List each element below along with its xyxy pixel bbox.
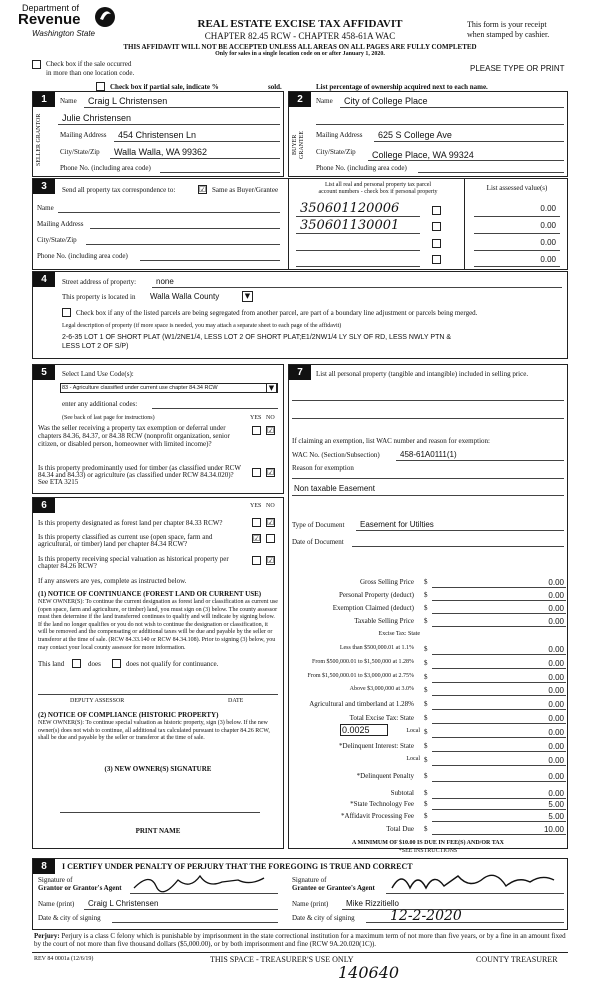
- seller-name-1[interactable]: Craig L Christensen: [88, 96, 168, 106]
- section-5-number: 5: [33, 365, 55, 380]
- seller-grantor-label: SELLER GRANTOR: [36, 113, 42, 166]
- section-8-number: 8: [33, 859, 55, 874]
- buyer-name-label: Name: [316, 97, 333, 105]
- dollar-sign: $: [424, 812, 428, 820]
- tax-row-label: Less than $500,000.01 at 1.1%: [339, 645, 414, 651]
- partial-sale-sold: sold.: [268, 83, 282, 91]
- assessed-value[interactable]: 0.00: [540, 221, 556, 230]
- dollar-sign: $: [424, 578, 428, 586]
- section-6: [32, 497, 284, 849]
- deputy-assessor-label: DEPUTY ASSESSOR: [70, 698, 125, 704]
- reason-label: Reason for exemption: [292, 464, 354, 472]
- certify-statement: I CERTIFY UNDER PENALTY OF PERJURY THAT THE FOREGOING IS TRUE AND CORRECT: [62, 862, 413, 871]
- grantor-name-label: Name (print): [38, 900, 75, 908]
- grantee-name-label: Name (print): [292, 900, 329, 908]
- dollar-sign: $: [424, 617, 428, 625]
- dollar-sign: $: [424, 742, 428, 750]
- see-instructions-note: *SEE INSTRUCTIONS: [398, 848, 458, 854]
- does-not-checkbox[interactable]: [112, 659, 121, 668]
- tax-row-label: *Delinquent Interest: State: [338, 742, 414, 750]
- buyer-city-label: City/State/Zip: [316, 148, 356, 156]
- notice-compliance-title: (2) NOTICE OF COMPLIANCE (HISTORIC PROPERTY): [38, 711, 219, 719]
- logo-dept: Department of: [22, 3, 80, 13]
- does-checkbox[interactable]: [72, 659, 81, 668]
- seller-mailing-label: Mailing Address: [60, 131, 107, 139]
- dollar-sign: $: [424, 800, 428, 808]
- new-owner-signature-label: (3) NEW OWNER(S) SIGNATURE: [104, 765, 212, 773]
- dollar-sign: $: [424, 789, 428, 797]
- historic-no-checkbox[interactable]: ☑: [267, 556, 275, 565]
- county-treasurer-label: COUNTY TREASURER: [476, 955, 558, 964]
- form-warning: THIS AFFIDAVIT WILL NOT BE ACCEPTED UNLESS ALL AREAS ON ALL PAGES ARE FULLY COMPLETED: [123, 43, 477, 51]
- tax-row-label: From $1,500,000.01 to $3,000,000 at 2.75%: [307, 673, 414, 679]
- dollar-sign: $: [424, 659, 428, 667]
- tax-phone-label: Phone No. (including area code): [37, 252, 128, 260]
- type-or-print: PLEASE TYPE OR PRINT: [470, 64, 565, 73]
- tax-row-label: *Affidavit Processing Fee: [341, 812, 414, 820]
- tax-row-value[interactable]: 0.00: [548, 756, 564, 765]
- located-label: This property is located in: [62, 293, 136, 301]
- grantee-sig-label: Signature of: [292, 876, 327, 884]
- no-header: NO: [266, 415, 275, 421]
- multi-location-checkbox[interactable]: [32, 60, 41, 69]
- this-land-label: This land: [38, 660, 65, 668]
- tax-row-label: Excise Tax: State: [378, 631, 420, 637]
- tax-row-label: Gross Selling Price: [359, 578, 414, 586]
- tax-row-value[interactable]: 0.00: [548, 617, 564, 626]
- buyer-grantee-label: BUYER GRANTEE: [292, 131, 305, 159]
- assessor-date-label: DATE: [228, 698, 244, 704]
- tax-row-value[interactable]: 0.00: [548, 742, 564, 751]
- partial-sale-label: Check box if partial sale, indicate %: [110, 83, 219, 91]
- dollar-sign: $: [424, 604, 428, 612]
- logo-state: Washington State: [32, 29, 96, 38]
- dollar-sign: $: [424, 756, 428, 764]
- tax-row-value[interactable]: 0.00: [548, 659, 564, 668]
- street-label: Street address of property:: [62, 278, 137, 286]
- tax-row-value[interactable]: 5.00: [548, 800, 564, 809]
- personal-property-checkbox[interactable]: [432, 206, 441, 215]
- legal-description-2[interactable]: LESS LOT 2 OF S/P): [62, 343, 129, 350]
- form-warning2: Only for sales in a single location code on or after January 1, 2020.: [215, 51, 385, 57]
- tax-row-value[interactable]: 10.00: [543, 825, 564, 834]
- section-3-number: 3: [33, 179, 55, 194]
- tax-mailing-label: Mailing Address: [37, 220, 84, 228]
- land-use-label: Select Land Use Code(s):: [62, 370, 134, 378]
- doc-type-label: Type of Document: [292, 521, 345, 529]
- multi-location-label-2: in more than one location code.: [46, 69, 135, 77]
- county-select[interactable]: Walla Walla County: [150, 292, 220, 301]
- grantor-sig-label-2: Grantor or Grantor's Agent: [38, 884, 122, 892]
- dollar-sign: $: [424, 591, 428, 599]
- tax-row-value[interactable]: 0.00: [548, 686, 564, 695]
- tax-row-value[interactable]: 0.00: [548, 728, 564, 737]
- tax-row-value[interactable]: 0.00: [548, 772, 564, 781]
- grantor-signature[interactable]: [130, 870, 270, 894]
- assessed-value[interactable]: 0.00: [540, 204, 556, 213]
- dollar-sign: $: [424, 686, 428, 694]
- wac-number[interactable]: 458-61A0111(1): [400, 450, 457, 459]
- assessed-header: List assessed value(s): [486, 184, 548, 192]
- tax-row-value[interactable]: 5.00: [548, 812, 564, 821]
- timber-question: Is this property predominantly used for timber (as classified under RCW 84.34 and 84.33) or agriculture (as classified under RCW 84.34.020)? See ETA 3215: [38, 464, 241, 486]
- does-label: does: [88, 660, 101, 668]
- county-dropdown-icon[interactable]: ▼: [242, 291, 253, 302]
- dor-swirl-icon: [94, 5, 116, 29]
- doc-type[interactable]: Easement for Utilties: [360, 520, 434, 529]
- tax-row-label: Taxable Selling Price: [354, 617, 414, 625]
- tax-row-value[interactable]: 0.00: [548, 645, 564, 654]
- grantor-print-name[interactable]: Craig L Christensen: [88, 899, 159, 908]
- buyer-phone-label: Phone No. (including area code): [316, 164, 407, 172]
- exemption-reason[interactable]: Non taxable Easement: [294, 484, 375, 493]
- form-number: REV 84 0001a (12/6/19): [34, 956, 94, 962]
- see-back-note: (See back of last page for instructions): [62, 415, 155, 421]
- tax-row-label: Personal Property (deduct): [338, 591, 414, 599]
- local-rate: 0.0025: [342, 725, 370, 735]
- section-7-number: 7: [289, 365, 311, 380]
- seller-mailing[interactable]: 454 Christensen Ln: [118, 130, 197, 140]
- tax-row-label: Agricultural and timberland at 1.28%: [309, 700, 414, 708]
- q1-no-checkbox[interactable]: ☑: [267, 426, 275, 435]
- perjury-label: Perjury:: [34, 932, 60, 940]
- dollar-sign: $: [424, 714, 428, 722]
- section-4-number: 4: [33, 272, 55, 287]
- tax-row-label: Subtotal: [390, 789, 414, 797]
- tax-row-label: Above $3,000,000 at 3.0%: [349, 686, 414, 692]
- does-not-label: does not qualify for continuance.: [126, 660, 219, 668]
- parcel-header-2: account numbers - check box if personal property: [318, 189, 438, 195]
- legal-label: Legal description of property (if more space is needed, you may attach a separate sheet to each page of the affidavit): [62, 323, 342, 329]
- if-yes-note: If any answers are yes, complete as instructed below.: [38, 577, 187, 585]
- grantee-sig-label-2: Grantee or Grantee's Agent: [292, 884, 375, 892]
- same-as-buyer-label: Same as Buyer/Grantee: [212, 186, 279, 194]
- legal-description[interactable]: 2-6-35 LOT 1 OF SHORT PLAT (W1/2NE1/4, LESS LOT 2 OF SHORT PLAT;E1/2NW1/4 LY SLY OF RD, LESS NWLY PTN &: [62, 334, 452, 341]
- parcel-header: List all real and personal property tax parcel: [324, 182, 432, 188]
- form-subtitle: CHAPTER 82.45 RCW - CHAPTER 458-61A WAC: [204, 31, 396, 41]
- q2-yes-checkbox[interactable]: [252, 468, 261, 477]
- grantee-print-name[interactable]: Mike Rizzitiello: [346, 899, 399, 908]
- notice-continuance-title: (1) NOTICE OF CONTINUANCE (FOREST LAND OR CURRENT USE): [38, 590, 262, 598]
- tax-city-label: City/State/Zip: [37, 236, 77, 244]
- stamp-number: 140640: [338, 963, 400, 982]
- grantee-date[interactable]: 12-2-2020: [390, 908, 462, 924]
- print-name-label: PRINT NAME: [135, 827, 181, 835]
- receipt-note-2: when stamped by cashier.: [467, 30, 550, 39]
- current-use-no-checkbox[interactable]: [266, 534, 275, 543]
- buyer-mailing[interactable]: 625 S College Ave: [378, 130, 452, 140]
- seller-city[interactable]: Walla Walla, WA 99362: [114, 147, 208, 157]
- section-1-number: 1: [33, 92, 55, 107]
- dollar-sign: $: [424, 645, 428, 653]
- percent-ownership-label: List percentage of ownership acquired next to each name.: [316, 83, 488, 91]
- additional-codes-label: enter any additional codes:: [62, 400, 138, 408]
- parcel-number[interactable]: 350601130001: [300, 218, 400, 233]
- perjury-notice: [34, 932, 566, 948]
- personal-property-title: List all personal property (tangible and intangible) included in selling price.: [316, 370, 529, 378]
- assessed-value[interactable]: 0.00: [540, 255, 556, 264]
- tax-row-value[interactable]: 0.00: [548, 673, 564, 682]
- grantor-date-label: Date & city of signing: [38, 914, 101, 922]
- notice-compliance-body: NEW OWNER(S): To continue special valuation as historic property, sign (3) below. If the new owner(s) does not wish to continue, all additional tax calculated pursuant to chapter 84.26 RCW, shall be due and payable by the seller or transferor at the time of sale.: [38, 720, 270, 742]
- grantee-date-label: Date & city of signing: [292, 914, 355, 922]
- tax-row-value[interactable]: 0.00: [548, 604, 564, 613]
- forest-question: Is this property designated as forest land per chapter 84.33 RCW?: [38, 519, 223, 527]
- seller-city-label: City/State/Zip: [60, 148, 100, 156]
- tax-row-label: *State Technology Fee: [350, 800, 414, 808]
- tax-row-label: Local: [406, 756, 420, 762]
- receipt-note: This form is your receipt: [467, 20, 547, 29]
- dollar-sign: $: [424, 825, 428, 833]
- partial-sale-checkbox[interactable]: [96, 82, 105, 91]
- wac-label: WAC No. (Section/Subsection): [292, 451, 380, 459]
- land-use-value: 83 - Agriculture classified under current use chapter 84.34 RCW: [62, 385, 218, 391]
- perjury-text: Perjury is a class C felony which is punishable by imprisonment in the state correctional institution for a maximum term of not more than five years, or by a fine in an amount fixed by the court of not more than five thousand dollars ($5,000.00), or by both imprisonment and fine (RCW 9A.20.020(1C)).: [34, 932, 566, 948]
- q1-yes-checkbox[interactable]: [252, 426, 261, 435]
- street-address[interactable]: none: [156, 277, 174, 286]
- yes-header: YES: [250, 415, 262, 421]
- buyer-name-1[interactable]: City of College Place: [344, 96, 428, 106]
- personal-property-checkbox[interactable]: [432, 239, 441, 248]
- dollar-sign: $: [424, 673, 428, 681]
- dollar-sign: $: [424, 728, 428, 736]
- multi-location-label: Check box if the sale occurred: [46, 60, 132, 68]
- seller-phone-label: Phone No. (including area code): [60, 164, 151, 172]
- tax-name-label: Name: [37, 204, 54, 212]
- no-header: NO: [266, 503, 275, 509]
- same-as-buyer-checkbox[interactable]: ☑: [199, 185, 207, 194]
- personal-property-checkbox[interactable]: [432, 222, 441, 231]
- forest-yes-checkbox[interactable]: [252, 518, 261, 527]
- tax-row-label: *Delinquent Penalty: [356, 772, 414, 780]
- doc-date-label: Date of Document: [292, 538, 344, 546]
- tax-row-label: Local: [406, 728, 420, 734]
- tax-row-value[interactable]: 0.00: [548, 714, 564, 723]
- current-use-question: Is this property classified as current use (open space, farm and agricultural, or timber) land per chapter 84.34 RCW?: [38, 533, 213, 548]
- exemption-label: If claiming an exemption, list WAC number and reason for exemption:: [292, 437, 490, 445]
- correspondence-label: Send all property tax correspondence to:: [62, 186, 176, 194]
- land-use-dropdown-icon[interactable]: ▼: [266, 383, 277, 393]
- notice-continuance-body: NEW OWNER(S): To continue the current designation as forest land or classification as current use (open space, farm and agriculture, or timber) land, you must sign on (3) below. The county assessor must then determine if the land transferred continues to qualify and will indicate by signing below. If the land no longer qualifies or you do not wish to continue the designation or classification, it will be removed and the compensating or additional taxes will be due and payable by the seller or transferor at the time of sale. (RCW 84.33.140 or RCW 84.34.108). Prior to signing (3) below, you may contact your local county assessor for more information.: [38, 599, 278, 651]
- tax-row-label: Total Excise Tax: State: [349, 714, 414, 722]
- tax-row-label: Exemption Claimed (deduct): [332, 604, 414, 612]
- seller-name-label: Name: [60, 97, 77, 105]
- buyer-city[interactable]: College Place, WA 99324: [372, 150, 474, 160]
- forest-no-checkbox[interactable]: ☑: [267, 518, 275, 527]
- current-use-yes-checkbox[interactable]: ☑: [253, 534, 261, 543]
- min-fee-note: A MINIMUM OF $10.00 IS DUE IN FEE(S) AND/OR TAX: [352, 840, 504, 846]
- tax-row-value[interactable]: 0.00: [548, 700, 564, 709]
- dor-logo: [18, 3, 128, 43]
- historic-question: Is this property receiving special valuation as historical property per chapter 84.26 RCW?: [38, 555, 229, 570]
- tax-row-value[interactable]: 0.00: [548, 789, 564, 798]
- parcel-number[interactable]: 350601120006: [300, 201, 400, 216]
- q2-no-checkbox[interactable]: ☑: [267, 468, 275, 477]
- tax-row-label: Total Due: [386, 825, 414, 833]
- personal-property-checkbox[interactable]: [432, 255, 441, 264]
- exemption-question: Was the seller receiving a property tax exemption or deferral under chapters 84.36, 84.37, or 84.38 RCW (nonprofit organization, senior citizen, or disabled person, homeowner with limited income)?: [38, 424, 230, 448]
- section-6-number: 6: [33, 498, 55, 513]
- form-title: REAL ESTATE EXCISE TAX AFFIDAVIT: [197, 18, 403, 30]
- buyer-mailing-label: Mailing Address: [316, 131, 363, 139]
- section-2-number: 2: [289, 92, 311, 107]
- grantor-sig-label: Signature of: [38, 876, 73, 884]
- seller-name-2[interactable]: Julie Christensen: [62, 113, 132, 123]
- logo-revenue: Revenue: [18, 11, 81, 28]
- segregated-checkbox[interactable]: [62, 308, 71, 317]
- yes-header: YES: [250, 503, 262, 509]
- segregated-label: Check box if any of the listed parcels are being segregated from another parcel, are part of a boundary line adjustment or parcels being merged.: [76, 309, 478, 317]
- tax-row-label: From $500,000.01 to $1,500,000 at 1.28%: [312, 659, 414, 665]
- assessed-value[interactable]: 0.00: [540, 238, 556, 247]
- tax-row-value[interactable]: 0.00: [548, 591, 564, 600]
- treasurer-space-label: THIS SPACE - TREASURER'S USE ONLY: [210, 955, 354, 964]
- dollar-sign: $: [424, 772, 428, 780]
- historic-yes-checkbox[interactable]: [252, 556, 261, 565]
- tax-row-value[interactable]: 0.00: [548, 578, 564, 587]
- dollar-sign: $: [424, 700, 428, 708]
- grantee-signature[interactable]: [388, 868, 558, 894]
